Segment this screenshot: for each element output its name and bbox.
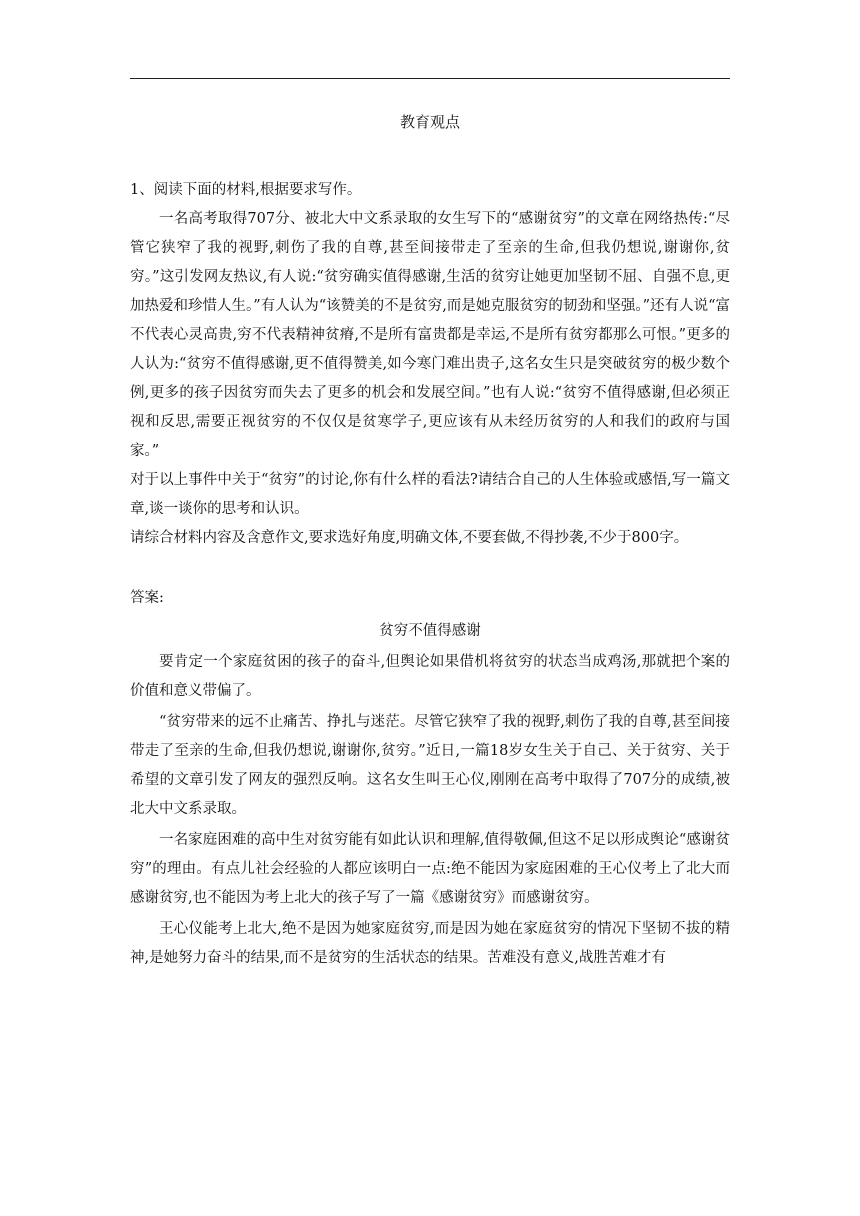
question-heading: 1、阅读下面的材料,根据要求写作。 [130, 182, 362, 198]
essay-paragraph: “贫穷带来的远不止痛苦、挣扎与迷茫。尽管它狭窄了我的视野,刺伤了我的自尊,甚至间接带走了至亲的生命,但我仍想说,谢谢你,贫穷。”近日,一篇18岁女生关于自己、关于贫穷、关于希望的文章引发了网友的强烈反响。这名女生叫王心仪,刚刚在高考中取得了707分的成绩,被北大中文系录取。 [130, 714, 730, 817]
question-requirement: 请综合材料内容及含意作文,要求选好角度,明确文体,不要套做,不得抄袭,不少于800字。 [130, 530, 689, 546]
essay-paragraph: 要肯定一个家庭贫困的孩子的奋斗,但舆论如果借机将贫穷的状态当成鸡汤,那就把个案的价值和意义带偏了。 [130, 654, 730, 699]
answer-label: 答案: [130, 590, 164, 606]
essay-paragraph: 一名家庭困难的高中生对贫穷能有如此认识和理解,值得敬佩,但这不足以形成舆论“感谢贫穷”的理由。有点儿社会经验的人都应该明白一点:绝不能因为家庭困难的王心仪考上了北大而感谢贫穷,也不能因为考上北大的孩子写了一篇《感谢贫穷》而感谢贫穷。 [130, 832, 730, 906]
essay-paragraph: 王心仪能考上北大,绝不是因为她家庭贫穷,而是因为她在家庭贫穷的情况下坚韧不拔的精神,是她努力奋斗的结果,而不是贫穷的生活状态的结果。苦难没有意义,战胜苦难才有 [130, 921, 730, 966]
page-title: 教育观点 [399, 113, 460, 131]
question-prompt: 对于以上事件中关于“贫穷”的讨论,你有什么样的看法?请结合自己的人生体验或感悟,写一篇文章,谈一谈你的思考和认识。 [130, 472, 730, 517]
section-spacer [130, 553, 730, 584]
header-rule [130, 78, 730, 79]
essay-title: 贫穷不值得感谢 [379, 623, 481, 639]
document-body [130, 176, 730, 973]
question-material: 一名高考取得707分、被北大中文系录取的女生写下的“感谢贫穷”的文章在网络热传:“尽管它狭窄了我的视野,刺伤了我的自尊,甚至间接带走了至亲的生命,但我仍想说,谢谢你,贫穷。”这引发网友热议,有人说:“贫穷确实值得感谢,生活的贫穷让她更加坚韧不屈、自强不息,更加热爱和珍惜人生。”有人认为“该赞美的不是贫穷,而是她克服贫穷的韧劲和坚强。”还有人说“富不代表心灵高贵,穷不代表精神贫瘠,不是所有富贵都是幸运,不是所有贫穷都那么可恨。”更多的人认为:“贫穷不值得感谢,更不值得赞美,如今寒门难出贵子,这名女生只是突破贫穷的极少数个例,更多的孩子因贫穷而失去了更多的机会和发展空间。”也有人说:“贫穷不值得感谢,但必须正视和反思,需要正视贫穷的不仅仅是贫寒学子,更应该有从未经历贫穷的人和我们的政府与国家。” [130, 211, 730, 459]
